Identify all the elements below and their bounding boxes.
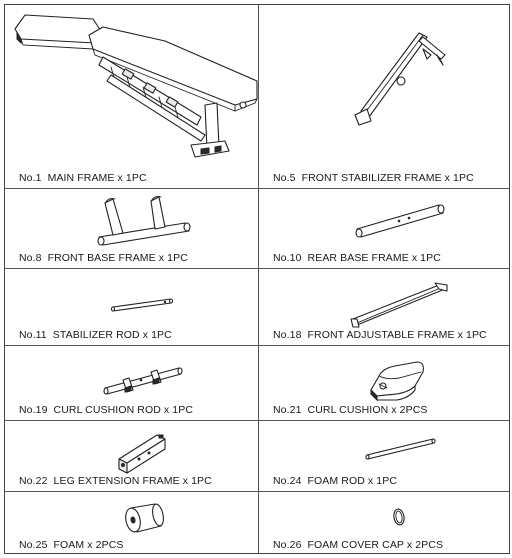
- part-caption: [273, 252, 441, 264]
- part-number: No.21: [273, 404, 302, 416]
- part-label: MAIN FRAME x 1PC: [47, 172, 147, 184]
- part-number: No.8: [19, 252, 42, 264]
- main-frame-icon: [5, 5, 258, 188]
- part-caption: [19, 252, 188, 264]
- part-cell-leg-extension-frame: [5, 421, 258, 491]
- part-cell-stabilizer-rod: [5, 269, 258, 345]
- part-label: FRONT BASE FRAME x 1PC: [47, 252, 188, 264]
- part-label: CURL CUSHION x 2PCS: [307, 404, 428, 416]
- part-cell-foam-rod: [259, 421, 511, 491]
- part-number: No.25: [19, 539, 48, 551]
- part-cell-curl-cushion: [259, 346, 511, 420]
- part-cell-curl-cushion-rod: [5, 346, 258, 420]
- part-label: CURL CUSHION ROD x 1PC: [53, 404, 194, 416]
- part-cell-foam: [5, 492, 258, 555]
- part-label: FOAM ROD x 1PC: [307, 475, 398, 487]
- front-stabilizer-frame-icon: [259, 5, 511, 188]
- part-number: No.11: [19, 329, 47, 341]
- part-caption: [19, 539, 123, 551]
- part-caption: [273, 539, 443, 551]
- parts-list-sheet: [4, 4, 510, 554]
- part-number: No.10: [273, 252, 302, 264]
- part-label: FRONT ADJUSTABLE FRAME x 1PC: [307, 329, 487, 341]
- part-caption: [273, 475, 397, 487]
- part-label: LEG EXTENSION FRAME x 1PC: [53, 475, 212, 487]
- part-label: STABILIZER ROD x 1PC: [52, 329, 172, 341]
- part-cell-main-frame: [5, 5, 258, 188]
- part-number: No.5: [273, 172, 296, 184]
- part-number: No.19: [19, 404, 48, 416]
- part-caption: [273, 172, 474, 184]
- part-cell-foam-cover-cap: [259, 492, 511, 555]
- part-caption: [273, 404, 427, 416]
- part-caption: [19, 475, 212, 487]
- part-number: No.22: [19, 475, 48, 487]
- part-number: No.24: [273, 475, 302, 487]
- part-caption: [19, 404, 193, 416]
- part-caption: [19, 172, 147, 184]
- part-number: No.18: [273, 329, 302, 341]
- part-number: No.1: [19, 172, 42, 184]
- part-label: REAR BASE FRAME x 1PC: [307, 252, 441, 264]
- part-caption: [19, 329, 172, 341]
- part-label: FOAM COVER CAP x 2PCS: [307, 539, 444, 551]
- part-label: FRONT STABILIZER FRAME x 1PC: [301, 172, 474, 184]
- part-number: No.26: [273, 539, 302, 551]
- part-cell-front-base-frame: [5, 189, 258, 268]
- part-cell-front-stabilizer-frame: [259, 5, 511, 188]
- part-cell-rear-base-frame: [259, 189, 511, 268]
- part-caption: [273, 329, 487, 341]
- part-label: FOAM x 2PCS: [53, 539, 124, 551]
- part-cell-front-adjustable-frame: [259, 269, 511, 345]
